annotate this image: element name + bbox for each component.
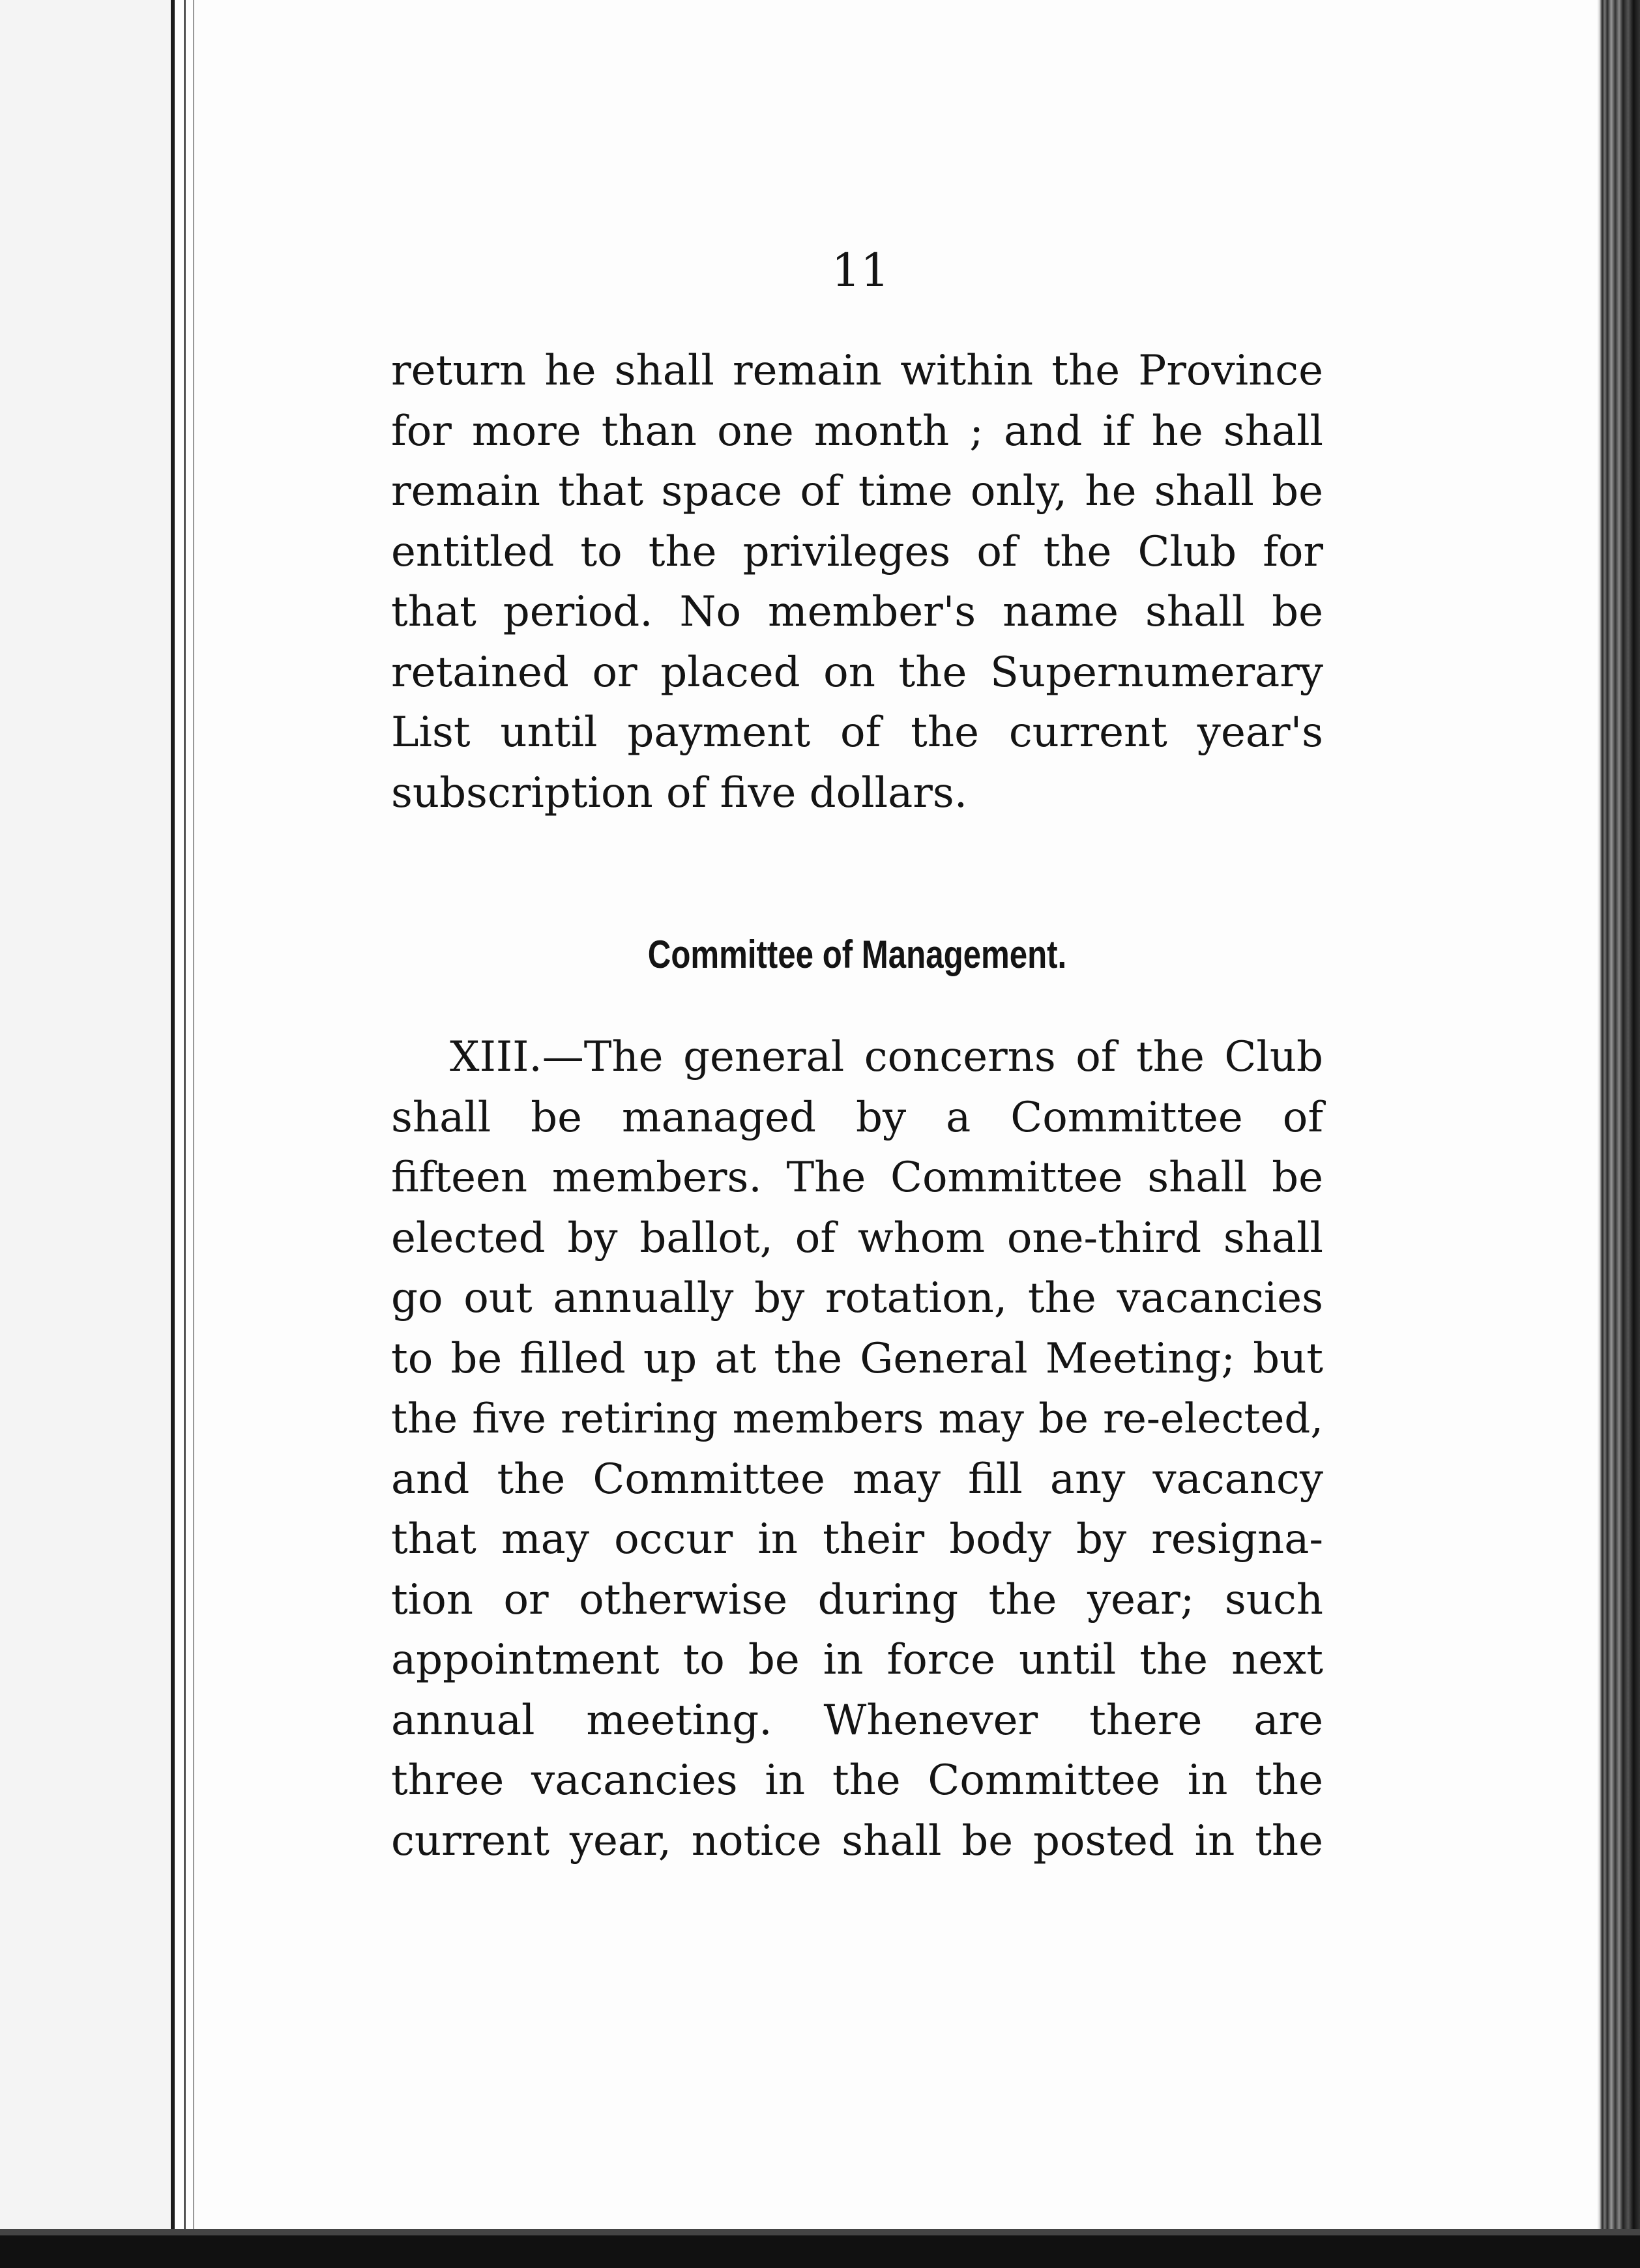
text-line: current year, notice shall be posted in the xyxy=(391,1816,1323,1865)
text-line: List until payment of the current year's xyxy=(391,708,1323,757)
page-edges xyxy=(1597,0,1640,2229)
text-line: appointment to be in force until the next xyxy=(391,1636,1323,1684)
text-line: remain that space of time only, he shall be xyxy=(391,467,1323,516)
paragraph-continuation xyxy=(391,341,1323,823)
text-line: elected by ballot, of whom one-third shall xyxy=(391,1214,1323,1262)
text-line: that may occur in their body by resigna- xyxy=(391,1515,1323,1563)
text-line: subscription of five dollars. xyxy=(391,768,968,817)
gutter-line xyxy=(171,0,175,2229)
section-heading: Committee of Management. xyxy=(647,933,1067,976)
text-line: tion or otherwise during the year; such xyxy=(391,1575,1323,1624)
text-line: annual meeting. Whenever there are xyxy=(391,1696,1323,1745)
text-line: the five retiring members may be re-elected, xyxy=(391,1395,1323,1442)
text-line: fifteen members. The Committee shall be xyxy=(391,1154,1323,1202)
text-line: three vacancies in the Committee in the xyxy=(391,1756,1323,1805)
article-xiii xyxy=(391,1027,1323,1871)
text-line: go out annually by rotation, the vacancies xyxy=(391,1274,1323,1322)
gutter-line xyxy=(184,0,186,2229)
page-number: 11 xyxy=(831,244,890,297)
text-line: return he shall remain within the Province xyxy=(391,347,1323,395)
text-line: XIII.—The general concerns of the Club xyxy=(450,1033,1323,1081)
facing-page-edge xyxy=(0,0,171,2229)
text-line: for more than one month ; and if he shall xyxy=(391,407,1323,456)
gutter-line xyxy=(193,0,194,2229)
text-line: shall be managed by a Committee of xyxy=(391,1093,1323,1142)
text-line: retained or placed on the Supernumerary xyxy=(391,648,1323,697)
text-line: entitled to the privileges of the Club for xyxy=(391,527,1323,576)
text-line: that period. No member's name shall be xyxy=(391,588,1323,636)
text-line: and the Committee may fill any vacancy xyxy=(391,1455,1323,1504)
scan-bottom-border xyxy=(0,2229,1640,2268)
text-line: to be filled up at the General Meeting; but xyxy=(391,1334,1323,1383)
